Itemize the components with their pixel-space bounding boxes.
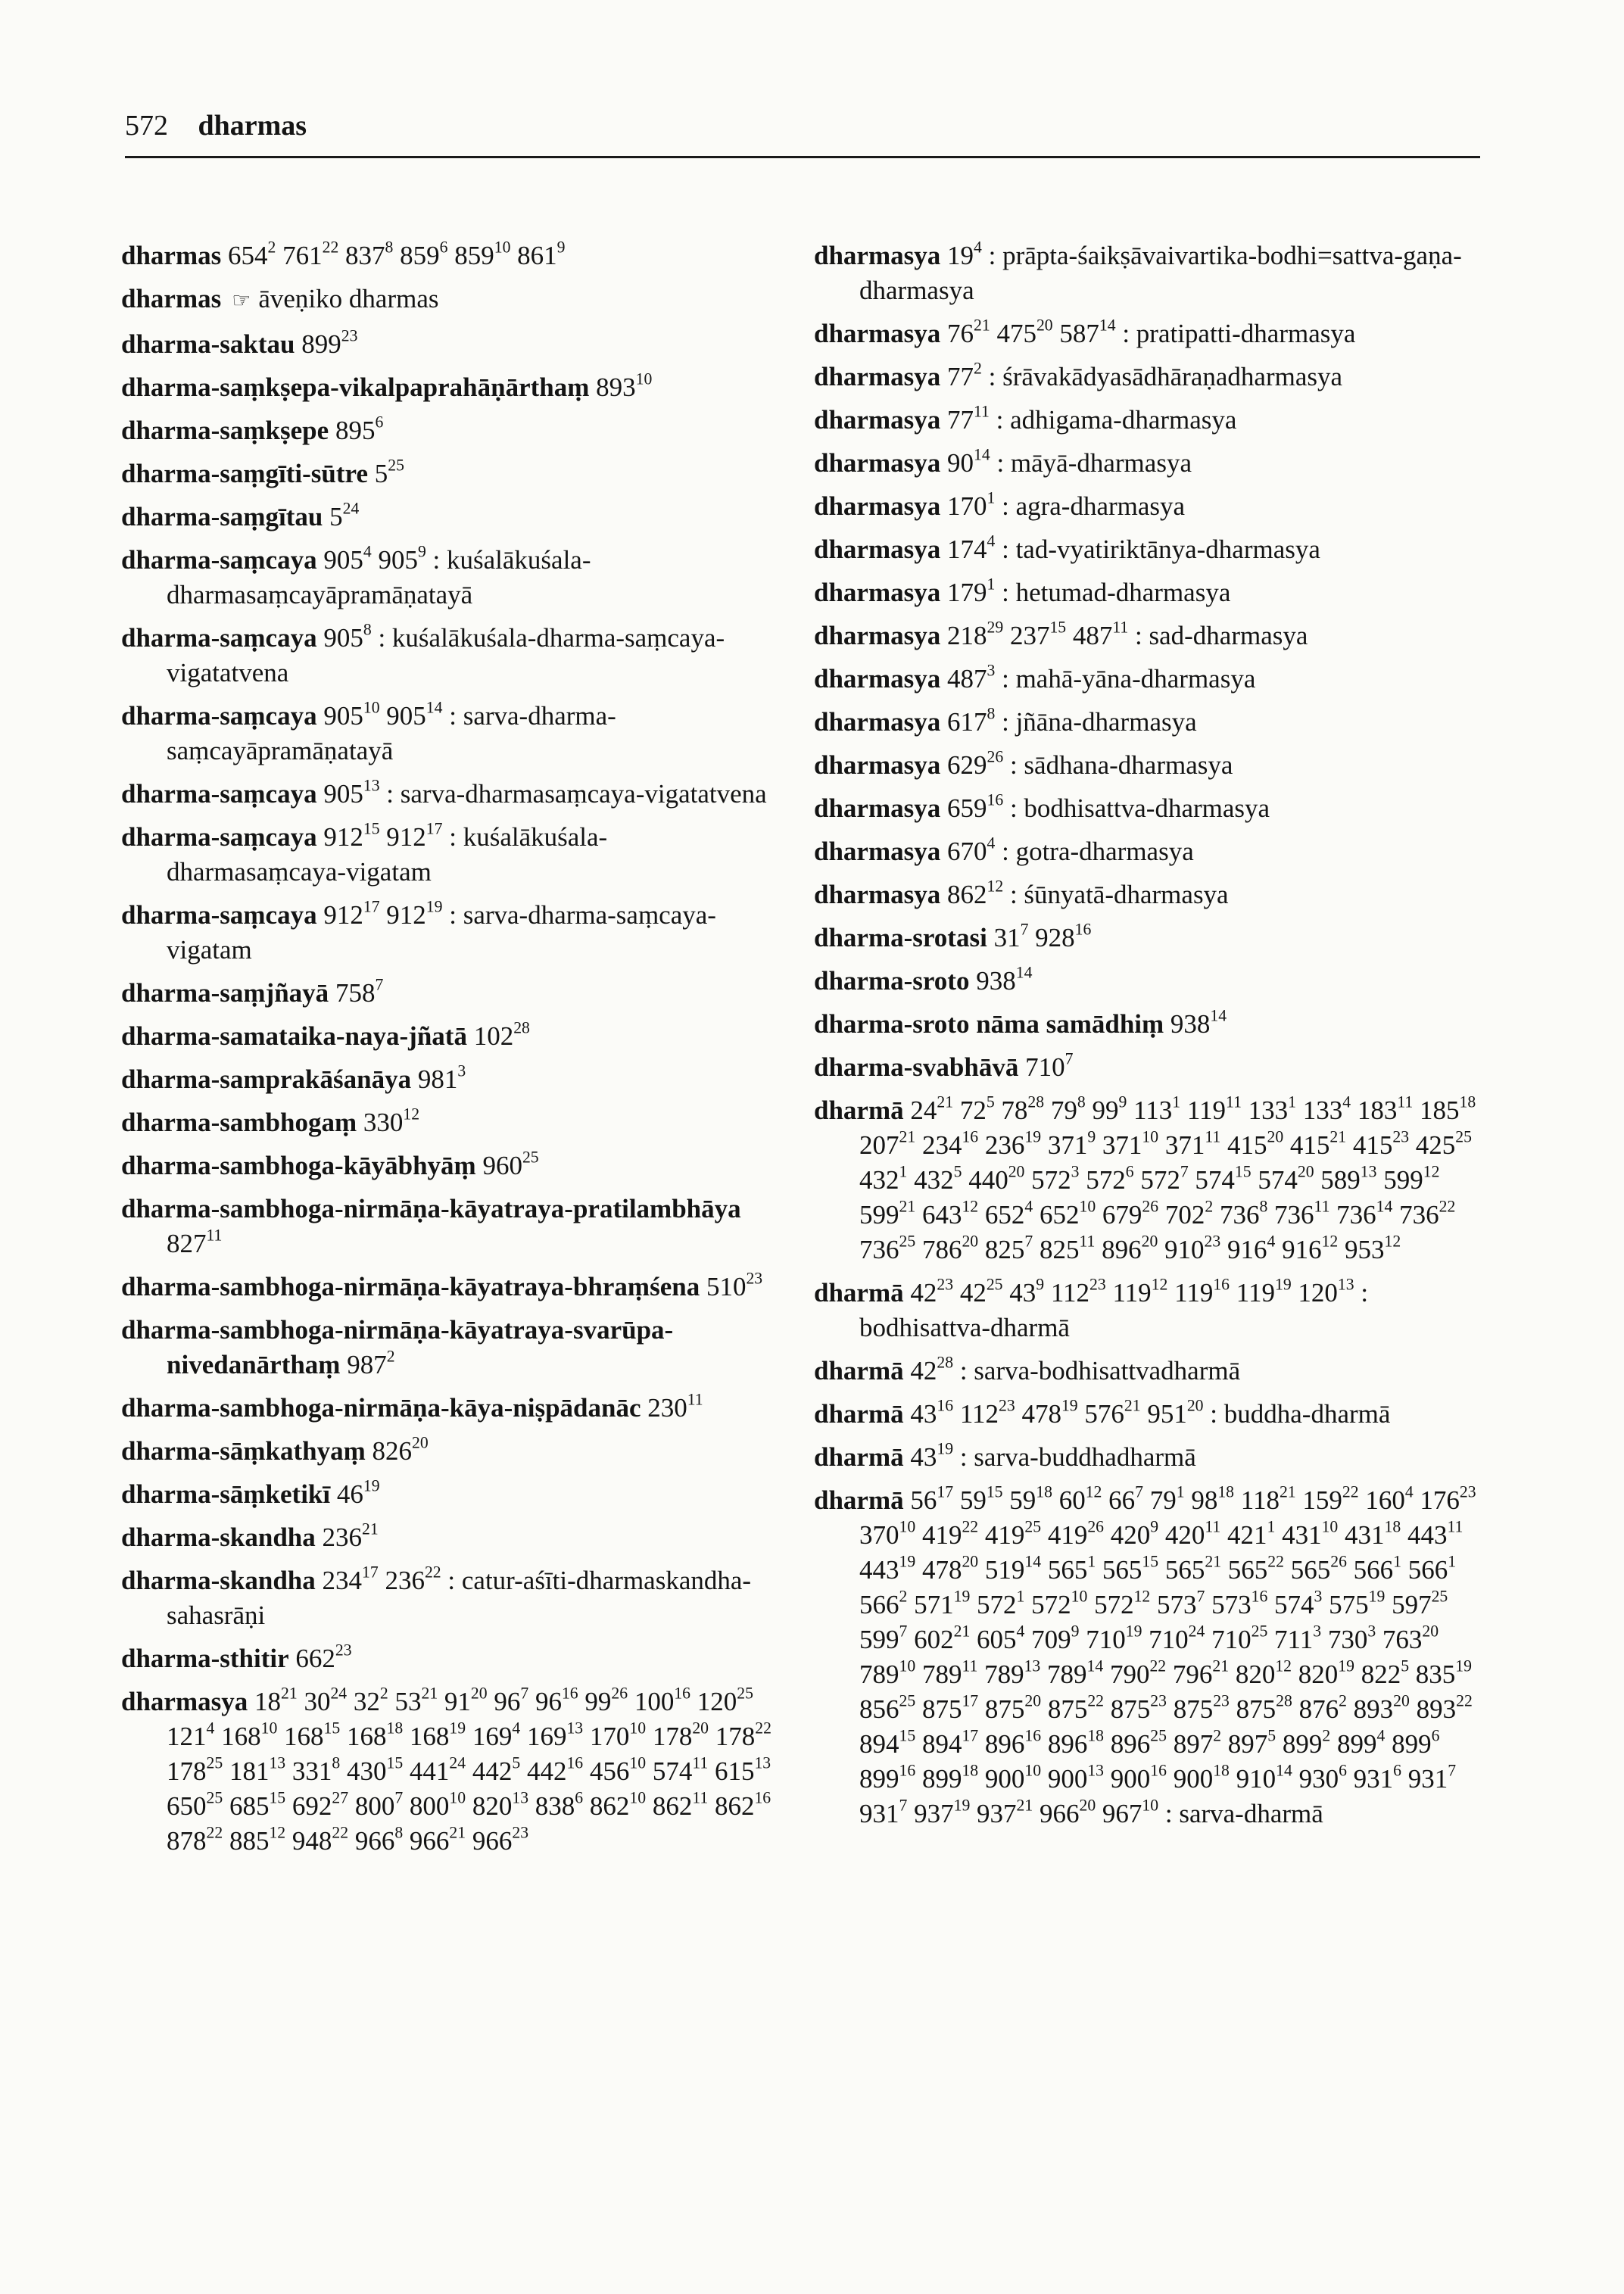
entry-headword: dharmasya [814,448,941,478]
right-column [814,238,1480,1840]
entry-page-refs: $31^7$ $928^{16}$ [993,920,1092,952]
entry-context: bodhisattva-dharmā [859,1313,1070,1342]
entry-headword: dharma-sambhoga-nirmāṇa-kāyatraya-bhraṃśena [121,1272,700,1301]
entry-headword: dharmasya [814,837,941,866]
entry-page-refs: $912^{17}$ $912^{19}$ [323,897,443,930]
entry-page-refs: $938^{14}$ [976,963,1033,996]
entry-headword: dharma-sambhoga-nirmāṇa-kāyatraya-svarūpa-nivedanārthaṃ [121,1315,674,1379]
index-entry [121,1520,784,1555]
entry-headword: dharma-sambhoga-nirmāṇa-kāya-niṣpādanāc [121,1393,641,1423]
index-entry: dharma-saṃcaya $905^4$ $905^9$ : kuśalākuśala-dharmasaṃcayāpramāṇatayā [121,542,591,609]
index-entry [121,327,784,362]
entry-headword: dharmā [814,1442,904,1472]
index-entry: dharma-saṃcaya $905^{13}$ : sarva-dharmasaṃcaya-vigatatvena [121,776,767,809]
page-number: 572 [125,110,168,142]
entry-context: bodhisattva-dharmasya [1024,793,1270,823]
entry-headword: dharma-saṃcaya [121,900,317,930]
entry-context: sādhana-dharmasya [1024,750,1233,780]
entry-page-refs: $654^2$ $761^{22}$ $837^8$ $859^6$ $859^{10}$ $861^9$ [228,238,566,270]
entry-headword: dharmasya [814,793,941,823]
entry-headword: dharmas [121,284,222,313]
entry-page-refs: $670^4$ [947,834,996,866]
running-headword: dharmas [198,110,307,142]
index-entry: dharmā $43^{16}$ $112^{23}$ $478^{19}$ $576^{21}$ $951^{20}$ : buddha-dharmā [814,1396,1391,1429]
entry-headword: dharmasya [814,319,941,348]
entry-headword: dharma-sambhoga-kāyābhyāṃ [121,1151,476,1180]
entry-page-refs: $76^{21}$ $475^{20}$ $587^{14}$ [947,316,1116,348]
entry-context: kuśalākuśala-dharma-saṃcaya-vigatatvena [167,623,725,687]
index-entry: dharmasya $179^1$ : hetumad-dharmasya [814,575,1231,607]
entry-headword: dharma-sambhogaṃ [121,1108,357,1137]
index-entry [121,1105,784,1140]
entry-headword: dharma-sambhoga-nirmāṇa-kāyatraya-pratilambhāya [121,1194,741,1223]
index-entry [121,976,784,1011]
entry-page-refs: $236^{21}$ [322,1519,379,1552]
entry-headword: dharma-sāṃketikī [121,1479,331,1509]
entry-headword: dharma-srotasi [814,923,987,952]
entry-headword: dharma-sroto nāma samādhiṃ [814,1009,1164,1039]
index-entry [121,1192,784,1261]
index-entry [121,457,784,491]
index-entry: dharmā $56^{17}$ $59^{15}$ $59^{18}$ $60^{12}$ $66^7$ $79^1$ $98^{18}$ $118^{21}$ $159^{22}$ $160^4$ $176^{23}$ $370^{10}$ $419^{22}$ $419^{25}$ $419^{26}$ $420^9$ $420^{11}$ $421^1$ $431^{10}$ $431^{18}$ $443^{11}$ $443^{19}$ $478^{20}$ $519^{14}$ $565^1$ $565^{15}$ $565^{21}$ $565^{22}$ $565^{26}$ $566^1$ $566^1$ $566^2$ $571^{19}$ $572^1$ $572^{10}$ $572^{12}$ $573^7$ $573^{16}$ $574^3$ $575^{19}$ $597^{25}$ $599^7$ $602^{21}$ $605^4$ $709^9$ $710^{19}$ $710^{24}$ $710^{25}$ $711^3$ $730^3$ $763^{20}$ $789^{10}$ $789^{11}$ $789^{13}$ $789^{14}$ $790^{22}$ $796^{21}$ $820^{12}$ $820^{19}$ $822^5$ $835^{19}$ $856^{25}$ $875^{17}$ $875^{20}$ $875^{22}$ $875^{23}$ $875^{23}$ $875^{28}$ $876^2$ $893^{20}$ $893^{22}$ $894^{15}$ $894^{17}$ $896^{16}$ $896^{18}$ $896^{25}$ $897^2$ $897^5$ $899^2$ $899^4$ $899^6$ $899^{16}$ $899^{18}$ $900^{10}$ $900^{13}$ $900^{16}$ $900^{18}$ $910^{14}$ $930^6$ $931^6$ $931^7$ $931^7$ $937^{19}$ $937^{21}$ $966^{20}$ $967^{10}$ : sarva-dharmā [814,1482,1476,1828]
index-entry: dharmasya $174^4$ : tad-vyatiriktānya-dharmasya [814,531,1320,564]
index-entry [814,1007,1480,1042]
entry-headword: dharmā [814,1356,904,1385]
entry-page-refs: $905^{13}$ [323,776,380,809]
entry-page-refs: $90^{14}$ [947,445,990,478]
entry-headword: dharma-saṃjñayā [121,978,329,1008]
entry-headword: dharma-saṃkṣepa-vikalpaprahāṇārthaṃ [121,372,590,402]
entry-headword: dharma-sroto [814,966,970,996]
entry-context: māyā-dharmasya [1010,448,1192,478]
entry-context: gotra-dharmasya [1015,837,1194,866]
entry-page-refs: $899^{23}$ [301,326,358,359]
entry-page-refs: $662^{23}$ [295,1641,352,1673]
entry-headword: dharma-saṃcaya [121,545,317,575]
entry-page-refs: $905^4$ $905^9$ [323,542,426,575]
entry-page-refs: $905^{10}$ $905^{14}$ [323,698,443,731]
index-entry: dharmasya $487^3$ : mahā-yāna-dharmasya [814,661,1256,693]
index-entry: dharmasya $629^{26}$ : sādhana-dharmasya [814,747,1233,780]
index-entry: dharma-saṃcaya $905^8$ : kuśalākuśala-dharma-saṃcaya-vigatatvena [121,620,725,687]
entry-page-refs: $758^7$ [335,975,384,1008]
entry-context: sarva-bodhisattvadharmā [974,1356,1241,1385]
index-entry: dharmasya $170^1$ : agra-dharmasya [814,488,1186,521]
entry-page-refs: $710^7$ [1025,1049,1074,1082]
entry-page-refs: $77^{11}$ [947,402,990,435]
entry-page-refs: $510^{23}$ [706,1269,763,1301]
entry-page-refs: $43^{16}$ $112^{23}$ $478^{19}$ $576^{21}$ $951^{20}$ [910,1396,1204,1429]
index-entry [121,1685,784,1859]
entry-headword: dharmasya [814,750,941,780]
index-entry: dharmasya $19^4$ : prāpta-śaikṣāvaivartika-bodhi=sattva-gaṇa-dharmasya [814,238,1462,305]
index-entry [814,921,1480,955]
entry-page-refs: $659^{16}$ [947,790,1004,823]
entry-context: tad-vyatiriktānya-dharmasya [1015,535,1320,564]
entry-page-refs: $629^{26}$ [947,747,1004,780]
index-entry: dharmasya $670^4$ : gotra-dharmasya [814,834,1194,866]
entry-page-refs: $981^3$ [417,1061,466,1094]
index-entry: dharmasya $77^{11}$ : adhigama-dharmasya [814,402,1237,435]
index-entry [814,1050,1480,1085]
entry-context: śūnyatā-dharmasya [1024,880,1229,909]
entry-page-refs: $18^{21}$ $30^{24}$ $32^2$ $53^{21}$ $91^{20}$ $96^7$ $96^{16}$ $99^{26}$ $100^{16}$ $120^{25}$ $121^4$ $168^{10}$ $168^{15}$ $168^{18}$ $168^{19}$ $169^4$ $169^{13}$ $170^{10}$ $178^{20}$ $178^{22}$ $178^{25}$ $181^{13}$ $331^8$ $430^{15}$ $441^{24}$ $442^5$ $442^{16}$ $456^{10}$ $574^{11}$ $615^{13}$ $650^{25}$ $685^{15}$ $692^{27}$ $800^7$ $800^{10}$ $820^{13}$ $838^6$ $862^{10}$ $862^{11}$ $862^{16}$ $878^{22}$ $885^{12}$ $948^{22}$ $966^8$ $966^{21}$ $966^{23}$ [167,1684,771,1856]
entry-headword: dharmā [814,1096,904,1125]
entry-headword: dharma-sthitir [121,1644,289,1673]
index-entry [121,1313,784,1382]
entry-page-refs: $330^{12}$ [363,1105,420,1137]
index-entry: dharmasya $77^2$ : śrāvakādyasādhāraṇadharmasya [814,359,1343,391]
index-entry [121,1270,784,1304]
index-entry [121,1434,784,1469]
pointing-hand-icon: ☞ [232,289,251,313]
left-column [121,238,784,1867]
index-entry [121,282,784,319]
entry-headword: dharmasya [814,535,941,564]
entry-page-refs: $5^{25}$ [374,456,404,488]
entry-headword: dharmasya [814,664,941,693]
index-entry: dharma-skandha $234^{17}$ $236^{22}$ : catur-aśīti-dharmaskandha-sahasrāṇi [121,1563,752,1630]
running-head [125,109,307,142]
entry-headword: dharma-saṃcaya [121,701,317,731]
entry-headword: dharma-saṃgītau [121,502,323,531]
entry-context: kuśalākuśala-dharmasaṃcayāpramāṇatayā [167,545,591,609]
entry-headword: dharmasya [814,880,941,909]
index-entry [121,1641,784,1676]
index-entry: dharmasya $617^8$ : jñāna-dharmasya [814,704,1197,737]
entry-page-refs: $5^{24}$ [329,499,360,531]
entry-page-refs: $893^{10}$ [596,369,653,402]
entry-headword: dharma-saṃgīti-sūtre [121,459,368,488]
entry-page-refs: $912^{15}$ $912^{17}$ [323,819,443,852]
entry-headword: dharmasya [814,241,941,270]
entry-headword: dharma-saṃcaya [121,779,317,809]
entry-context: pratipatti-dharmasya [1136,319,1356,348]
entry-page-refs: $617^8$ [947,704,996,737]
entry-page-refs: $77^2$ [947,359,982,391]
entry-page-refs: $827^{11}$ [167,1226,223,1258]
index-entry [121,238,784,273]
entry-context: hetumad-dharmasya [1015,578,1231,607]
index-entry: dharmasya $659^{16}$ : bodhisattva-dharmasya [814,790,1270,823]
entry-headword: dharma-samataika-naya-jñatā [121,1021,467,1051]
entry-page-refs: $938^{14}$ [1170,1006,1227,1039]
entry-headword: dharmasya [814,707,941,737]
entry-headword: dharmasya [814,362,941,391]
entry-headword: dharmasya [814,578,941,607]
entry-headword: dharma-skandha [121,1566,316,1595]
entry-headword: dharmasya [814,621,941,650]
entry-headword: dharma-svabhāvā [814,1052,1019,1082]
entry-context: sarva-dharmasaṃcaya-vigatatvena [400,779,767,809]
entry-context: agra-dharmasya [1015,491,1186,521]
entry-page-refs: $230^{11}$ [647,1390,703,1423]
entry-page-refs: $487^3$ [947,661,996,693]
entry-headword: dharmasya [814,405,941,435]
index-entry [121,413,784,448]
entry-context: sarva-buddhadharmā [974,1442,1196,1472]
entry-context: adhigama-dharmasya [1010,405,1237,435]
entry-page-refs: $42^{28}$ [910,1353,954,1385]
entry-context: catur-aśīti-dharmaskandha-sahasrāṇi [167,1566,752,1630]
entry-headword: dharmas [121,241,222,270]
entry-page-refs: $905^8$ [323,620,372,653]
entry-page-refs: $174^4$ [947,531,996,564]
index-entry [121,1477,784,1512]
entry-page-refs: $24^{21}$ $72^5$ $78^{28}$ $79^8$ $99^9$ $113^1$ $119^{11}$ $133^1$ $133^4$ $183^{11}$ $185^{18}$ $207^{21}$ $234^{16}$ $236^{19}$ $371^9$ $371^{10}$ $371^{11}$ $415^{20}$ $415^{21}$ $415^{23}$ $425^{25}$ $432^1$ $432^5$ $440^{20}$ $572^3$ $572^6$ $572^7$ $574^{15}$ $574^{20}$ $589^{13}$ $599^{12}$ $599^{21}$ $643^{12}$ $652^4$ $652^{10}$ $679^{26}$ $702^2$ $736^8$ $736^{11}$ $736^{14}$ $736^{22}$ $736^{25}$ $786^{20}$ $825^7$ $825^{11}$ $896^{20}$ $910^{23}$ $916^4$ $916^{12}$ $953^{12}$ [859,1092,1476,1264]
index-entry [121,1391,784,1426]
header-rule [125,156,1480,158]
entry-page-refs: $56^{17}$ $59^{15}$ $59^{18}$ $60^{12}$ $66^7$ $79^1$ $98^{18}$ $118^{21}$ $159^{22}$ $160^4$ $176^{23}$ $370^{10}$ $419^{22}$ $419^{25}$ $419^{26}$ $420^9$ $420^{11}$ $421^1$ $431^{10}$ $431^{18}$ $443^{11}$ $443^{19}$ $478^{20}$ $519^{14}$ $565^1$ $565^{15}$ $565^{21}$ $565^{22}$ $565^{26}$ $566^1$ $566^1$ $566^2$ $571^{19}$ $572^1$ $572^{10}$ $572^{12}$ $573^7$ $573^{16}$ $574^3$ $575^{19}$ $597^{25}$ $599^7$ $602^{21}$ $605^4$ $709^9$ $710^{19}$ $710^{24}$ $710^{25}$ $711^3$ $730^3$ $763^{20}$ $789^{10}$ $789^{11}$ $789^{13}$ $789^{14}$ $790^{22}$ $796^{21}$ $820^{12}$ $820^{19}$ $822^5$ $835^{19}$ $856^{25}$ $875^{17}$ $875^{20}$ $875^{22}$ $875^{23}$ $875^{23}$ $875^{28}$ $876^2$ $893^{20}$ $893^{22}$ $894^{15}$ $894^{17}$ $896^{16}$ $896^{18}$ $896^{25}$ $897^2$ $897^5$ $899^2$ $899^4$ $899^6$ $899^{16}$ $899^{18}$ $900^{10}$ $900^{13}$ $900^{16}$ $900^{18}$ $910^{14}$ $930^6$ $931^6$ $931^7$ $931^7$ $937^{19}$ $937^{21}$ $966^{20}$ $967^{10}$ [859,1482,1476,1828]
entry-context: śrāvakādyasādhāraṇadharmasya [1002,362,1343,391]
index-entry [121,500,784,535]
index-entry: dharmā $42^{28}$ : sarva-bodhisattvadharmā [814,1353,1241,1385]
entry-page-refs: $862^{12}$ [947,877,1004,909]
index-entry [121,1062,784,1097]
entry-headword: dharma-saktau [121,329,295,359]
entry-headword: dharma-samprakāśanāya [121,1064,412,1094]
entry-context: sarva-dharma-saṃcayāpramāṇatayā [167,701,616,765]
entry-context: sarva-dharmā [1179,1799,1323,1828]
entry-headword: dharmasya [121,1687,248,1716]
index-entry: dharmasya $76^{21}$ $475^{20}$ $587^{14}$ : pratipatti-dharmasya [814,316,1356,348]
index-entry [814,964,1480,999]
index-entry: dharma-saṃcaya $912^{15}$ $912^{17}$ : kuśalākuśala-dharmasaṃcaya-vigatam [121,819,608,887]
index-entry: dharmasya $218^{29}$ $237^{15}$ $487^{11}$ : sad-dharmasya [814,618,1308,650]
entry-page-refs: $895^6$ [335,413,384,445]
index-entry [814,1093,1480,1267]
entry-headword: dharmā [814,1485,904,1515]
entry-headword: dharma-saṃkṣepe [121,416,329,445]
index-entry [121,370,784,405]
entry-page-refs: $218^{29}$ $237^{15}$ $487^{11}$ [947,618,1129,650]
entry-page-refs: $19^4$ [947,238,982,270]
entry-page-refs: $987^2$ [347,1347,395,1379]
entry-headword: dharma-saṃcaya [121,623,317,653]
entry-context: kuśalākuśala-dharmasaṃcaya-vigatam [167,822,608,887]
index-entry: dharmā $42^{23}$ $42^{25}$ $43^9$ $112^{23}$ $119^{12}$ $119^{16}$ $119^{19}$ $120^{13}$ : bodhisattva-dharmā [814,1275,1369,1342]
index-entry [121,1019,784,1054]
see-reference: āveṇiko dharmas [258,284,439,313]
entry-page-refs: $826^{20}$ [372,1433,429,1466]
entry-headword: dharmasya [814,491,941,521]
entry-context: sarva-dharma-saṃcaya-vigatam [167,900,716,965]
index-entry: dharma-saṃcaya $905^{10}$ $905^{14}$ : sarva-dharma-saṃcayāpramāṇatayā [121,698,616,765]
index-entry: dharmā $43^{19}$ : sarva-buddhadharmā [814,1439,1196,1472]
entry-page-refs: $102^{28}$ [473,1018,530,1051]
entry-headword: dharma-saṃcaya [121,822,317,852]
entry-page-refs: $960^{25}$ [482,1148,539,1180]
entry-page-refs: $170^1$ [947,488,996,521]
entry-context: buddha-dharmā [1223,1399,1391,1429]
entry-context: mahā-yāna-dharmasya [1015,664,1256,693]
entry-page-refs: $179^1$ [947,575,996,607]
entry-page-refs: $42^{23}$ $42^{25}$ $43^9$ $112^{23}$ $119^{12}$ $119^{16}$ $119^{19}$ $120^{13}$ [910,1275,1354,1308]
index-entry: dharma-saṃcaya $912^{17}$ $912^{19}$ : sarva-dharma-saṃcaya-vigatam [121,897,716,965]
entry-context: prāpta-śaikṣāvaivartika-bodhi=sattva-gaṇa-dharmasya [859,241,1462,305]
entry-page-refs: $43^{19}$ [910,1439,954,1472]
index-entry: dharmasya $862^{12}$ : śūnyatā-dharmasya [814,877,1229,909]
entry-headword: dharma-sāṃkathyaṃ [121,1436,366,1466]
index-entry [121,1149,784,1183]
entry-headword: dharma-skandha [121,1523,316,1552]
entry-context: sad-dharmasya [1149,621,1308,650]
entry-context: jñāna-dharmasya [1015,707,1197,737]
entry-page-refs: $234^{17}$ $236^{22}$ [322,1563,441,1595]
entry-headword: dharmā [814,1399,904,1429]
entry-page-refs: $46^{19}$ [336,1476,380,1509]
index-entry: dharmasya $90^{14}$ : māyā-dharmasya [814,445,1192,478]
entry-headword: dharmā [814,1278,904,1308]
